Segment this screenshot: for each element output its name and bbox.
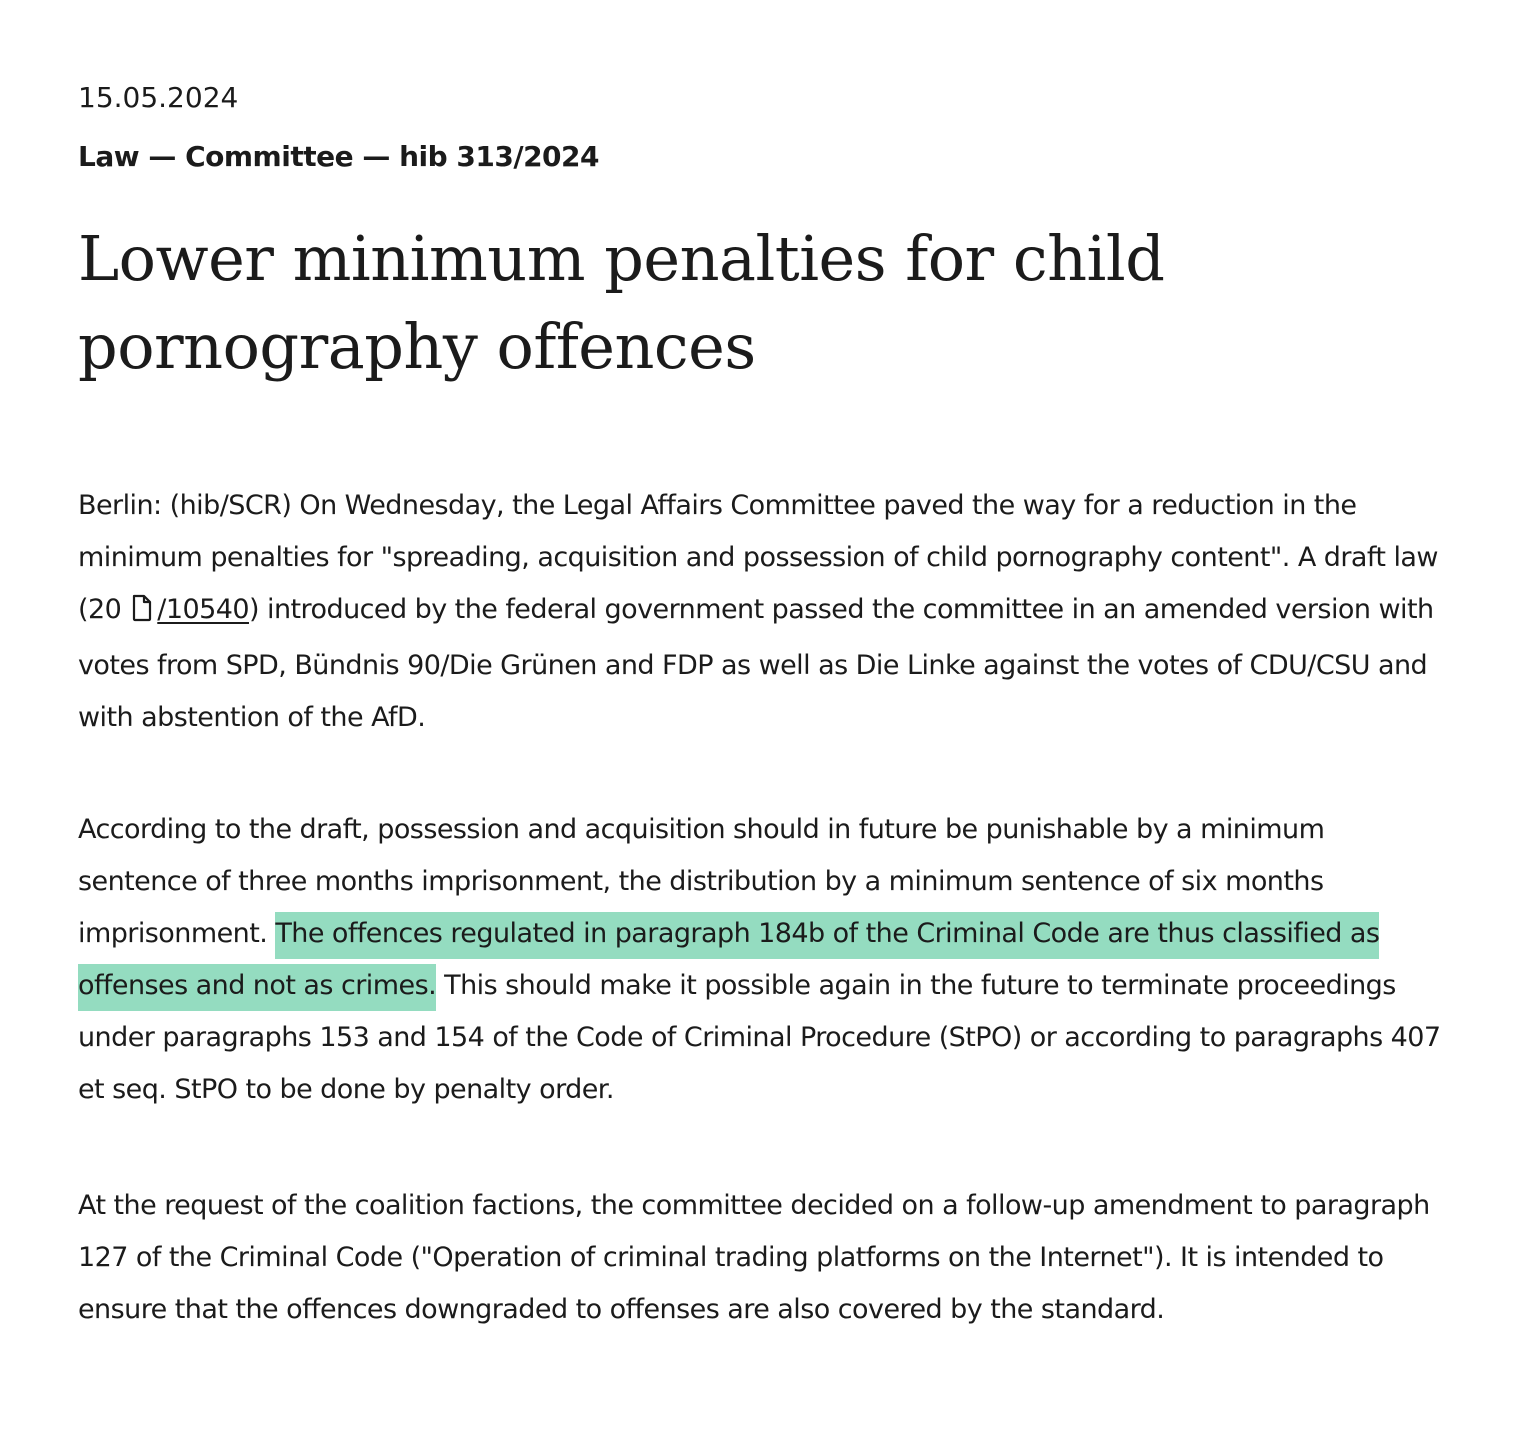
- highlighted-text: The offences regulated in paragraph 184b of the Criminal Code are thus classified as offenses and not as crimes.: [78, 912, 1379, 1011]
- article-headline: Lower minimum penalties for child pornography offences: [78, 222, 1165, 383]
- article-kicker: Law — Committee — hib 313/2024: [78, 140, 600, 173]
- paragraph-1: [78, 480, 1450, 744]
- paragraph-2-text-start: According to the draft, possession and acquisition should in future be punishable by a minimum sentence of three months imprisonment, the distribution by a minimum sentence of six months imprisonment.: [78, 814, 1325, 949]
- article-date: 15.05.2024: [78, 81, 239, 114]
- paragraph-2-text-end: This should make it possible again in the future to terminate proceedings under paragraphs 153 and 154 of the Code of Criminal Procedure (StPO) or according to paragraphs 407 et seq. StPO to be done by penalty order.: [78, 970, 1441, 1105]
- draft-law-link[interactable]: /10540: [157, 594, 249, 625]
- paragraph-1-text-start: Berlin: (hib/SCR) On Wednesday, the Legal Affairs Committee paved the way for a reduction in the minimum penalties for "spreading, acquisition and possession of child pornography content". A draft law (20: [78, 490, 1438, 625]
- document-icon: [131, 588, 153, 640]
- paragraph-1-text-end: ) introduced by the federal government passed the committee in an amended version with votes from SPD, Bündnis 90/Die Grünen and FDP as well as Die Linke against the votes of CDU/CSU and with abstention of the AfD.: [78, 594, 1434, 733]
- paragraph-2: [78, 804, 1450, 1116]
- paragraph-3: At the request of the coalition factions, the committee decided on a follow-up amendment to paragraph 127 of the Criminal Code ("Operation of criminal trading platforms on the Internet"). It is intended to ensure that the offences downgraded to offenses are also covered by the standard.: [78, 1190, 1430, 1325]
